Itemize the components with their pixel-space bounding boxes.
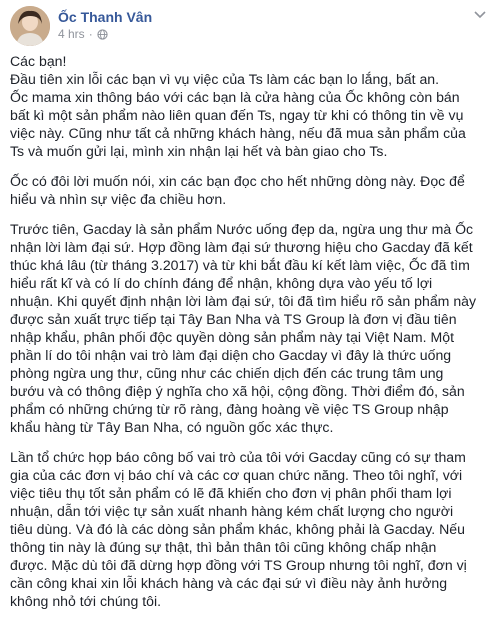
post-timestamp[interactable]: 4 hrs bbox=[58, 27, 85, 41]
avatar-photo-icon bbox=[10, 6, 50, 46]
post-paragraph bbox=[10, 52, 490, 160]
post-text-line: Ốc mama xin thông báo với các bạn là cửa hàng của Ốc không còn bán bbox=[10, 89, 460, 105]
post-text-line: được. Mặc dù tôi đã dừng hợp đồng với TS Group nhưng tôi nghĩ, đơn vị bbox=[10, 557, 467, 573]
post-text-line: Trước tiên, Gacday là sản phẩm Nước uống đẹp da, ngừa ung thư mà Ốc bbox=[10, 221, 474, 237]
post-text-line: việc này. Cũng như tất cả những khách hàng, nếu đã mua sản phẩm của bbox=[10, 125, 466, 141]
post-text-line: nhuận. Khi quyết định nhận lời làm đại sứ, tôi đã tìm hiểu rõ sản phẩm này bbox=[10, 293, 477, 309]
post-text-line: phẩm có những chứng từ rõ ràng, đàng hoàng về việc TS Group nhập bbox=[10, 401, 449, 417]
post-paragraph bbox=[10, 172, 490, 208]
post-text-line: bất kì một sản phẩm nào liên quan đến Ts, ngay từ khi có thông tin về vụ bbox=[10, 107, 464, 123]
post-text-line: Ốc có đôi lời muốn nói, xin các bạn đọc cho hết những dòng này. Đọc để bbox=[10, 173, 465, 189]
post-text-line: hiểu và nhìn sự việc đa chiều hơn. bbox=[10, 191, 227, 207]
post-text-line: nhập khẩu, phân phối độc quyền dòng sản phẩm này tại Việt Nam. Một bbox=[10, 329, 454, 345]
post-text-line: nhuận, dẫn tới việc tự sản xuất nhanh hàng kém chất lượng cho người bbox=[10, 503, 454, 519]
post-text-line: nhận lời làm đại sứ. Hợp đồng làm đại sứ thương hiệu cho Gacday đã kết bbox=[10, 239, 473, 255]
post-header bbox=[10, 6, 488, 46]
post-text-line: bướu và có thông điệp ý nghĩa cho xã hội, cộng đồng. Thời điểm đó, sản bbox=[10, 383, 465, 399]
post-text-line: không nhỏ tới chúng tôi. bbox=[10, 593, 162, 609]
post-text-line: Ts và muốn gửi lại, mình xin nhận lại hết và bàn giao cho Ts. bbox=[10, 143, 388, 159]
post-text-line: tiêu dùng. Và đó là các dòng sản phẩm khác, không phải là Gacday. Nếu bbox=[10, 521, 465, 537]
author-avatar[interactable] bbox=[10, 6, 50, 46]
post-text-line: Lần tổ chức họp báo công bố vai trò của tôi với Gacday cũng có sự tham bbox=[10, 449, 466, 465]
post-text-line: hiểu rất kĩ và có lí do chính đáng để nhận, không dựa vào yếu tố lợi bbox=[10, 275, 433, 291]
globe-icon[interactable] bbox=[97, 29, 108, 40]
post-options-icon[interactable] bbox=[472, 8, 488, 20]
post-paragraph bbox=[10, 220, 490, 436]
post-text-line: thông tin này là đúng sự thật, thì bản thân tôi cũng không chấp nhận bbox=[10, 539, 437, 555]
post-text-line: khẩu hàng từ Tây Ban Nha, có nguồn gốc xác thực. bbox=[10, 419, 334, 435]
author-name[interactable]: Ốc Thanh Vân bbox=[58, 9, 153, 25]
post-text-line: việc tiêu thụ tốt sản phẩm có lẽ đã khiến cho đơn vị phân phối tham lợi bbox=[10, 485, 452, 501]
post-text-line: được sản xuất trực tiếp tại Tây Ban Nha và TS Group là đơn vị đầu tiên bbox=[10, 311, 457, 327]
post-text-line: Đầu tiên xin lỗi các bạn vì vụ việc của Ts làm các bạn lo lắng, bất an. bbox=[10, 71, 440, 87]
post-meta bbox=[58, 27, 108, 41]
post-text-line: phòng ngừa ung thư, cũng như các chiến dịch đến các trung tâm ung bbox=[10, 365, 444, 381]
post-text bbox=[10, 52, 490, 622]
post-text-line: Các bạn! bbox=[10, 53, 67, 69]
post-text-line: cần công khai xin lỗi khách hàng và các đại sứ vì điều này ảnh hưởng bbox=[10, 575, 448, 591]
post-text-line: gia của các đơn vị báo chí và các cơ quan chức năng. Theo tôi nghĩ, với bbox=[10, 467, 463, 483]
post-paragraph bbox=[10, 448, 490, 610]
post-text-line: thúc khá lâu (từ tháng 3.2017) và từ khi bắt đầu kí kết làm việc, Ốc đã tìm bbox=[10, 257, 470, 273]
post-text-line: phần lí do tôi nhận vai trò làm đại diện cho Gacday vì đây là thức uống bbox=[10, 347, 452, 363]
separator-dot: · bbox=[88, 27, 93, 41]
